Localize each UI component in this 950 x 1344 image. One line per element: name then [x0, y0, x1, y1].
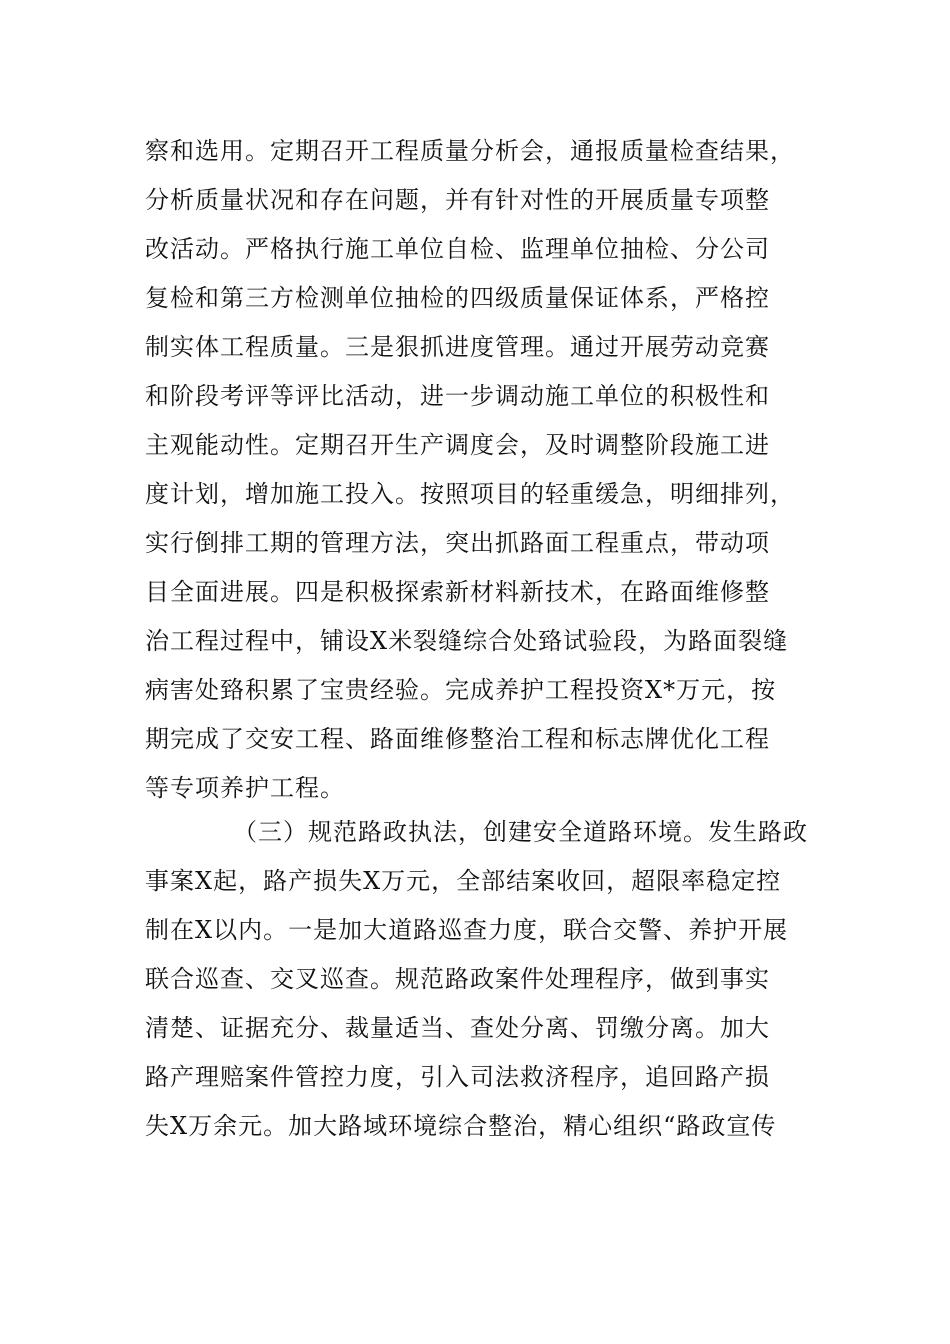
- text-line: 联合巡查、交叉巡查。规范路政案件处理程序，做到事实: [145, 965, 770, 993]
- text-line: 实行倒排工期的管理方法，突出抓路面工程重点，带动项: [145, 529, 770, 557]
- text-line: 清楚、证据充分、裁量适当、查处分离、罚缴分离。加大: [145, 1014, 770, 1042]
- text-line: 等专项养护工程。: [145, 774, 345, 802]
- text-line: 期完成了交安工程、路面维修整治工程和标志牌优化工程: [145, 725, 770, 753]
- text-line: 主观能动性。定期召开生产调度会，及时调整阶段施工进: [145, 431, 770, 459]
- text-line: 事案X起，路产损失X万元，全部结案收回，超限率稳定控: [145, 867, 782, 895]
- text-line: 制在X以内。一是加大道路巡查力度，联合交警、养护开展: [145, 916, 789, 944]
- paragraph-quality-progress-management: [145, 127, 815, 813]
- text-line: 治工程过程中，铺设X米裂缝综合处臵试验段，为路面裂缝: [145, 627, 789, 655]
- text-line: 分析质量状况和存在问题，并有针对性的开展质量专项整: [145, 186, 770, 214]
- text-line: 度计划，增加施工投入。按照项目的轻重缓急，明细排列，: [145, 480, 795, 508]
- text-line: 制实体工程质量。三是狠抓进度管理。通过开展劳动竞赛: [145, 333, 770, 361]
- text-line: 失X万余元。加大路域环境综合整治，精心组织“路政宣传: [145, 1112, 777, 1140]
- section-heading-line: （三）规范路政执法，创建安全道路环境。发生路政: [233, 818, 808, 846]
- text-line: 改活动。严格执行施工单位自检、监理单位抽检、分公司: [145, 235, 770, 263]
- text-line: 目全面进展。四是积极探索新材料新技术，在路面维修整: [145, 578, 770, 606]
- paragraph-road-administration-enforcement: [145, 808, 815, 1151]
- text-line: 病害处臵积累了宝贵经验。完成养护工程投资X*万元，按: [145, 676, 777, 704]
- text-line: 路产理赔案件管控力度，引入司法救济程序，追回路产损: [145, 1063, 770, 1091]
- text-line: 复检和第三方检测单位抽检的四级质量保证体系，严格控: [145, 284, 770, 312]
- text-line: 和阶段考评等评比活动，进一步调动施工单位的积极性和: [145, 382, 770, 410]
- text-line: 察和选用。定期召开工程质量分析会，通报质量检查结果，: [145, 137, 795, 165]
